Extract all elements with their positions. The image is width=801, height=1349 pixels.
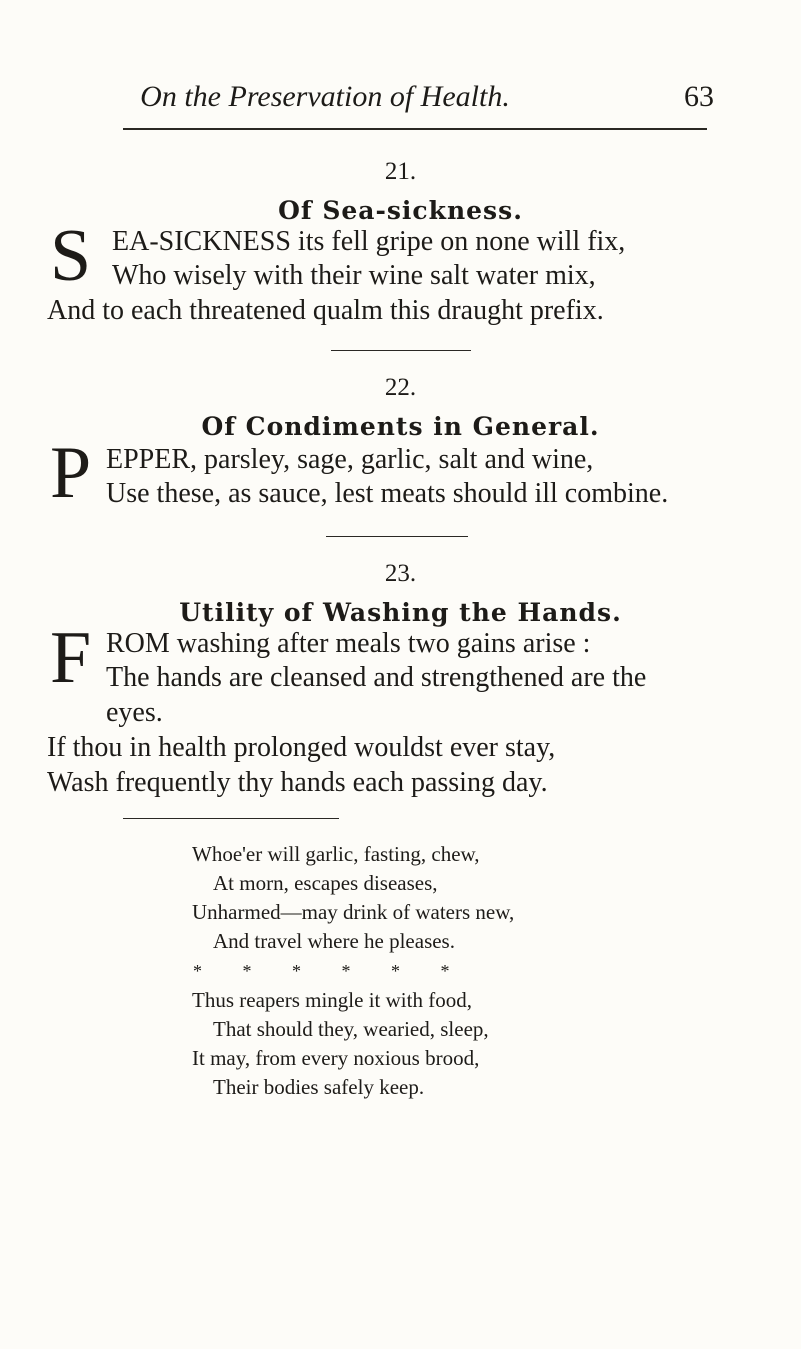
footnote-rule: [123, 818, 339, 819]
running-head: On the Preservation of Health.: [140, 80, 510, 113]
verse-line: And to each threatened qualm this draught prefix.: [47, 295, 604, 326]
verse-line: If thou in health prolonged wouldst ever stay,: [47, 732, 556, 763]
footnote-line: Thus reapers mingle it with food,: [192, 988, 472, 1012]
footnote-line: And travel where he pleases.: [213, 929, 455, 953]
page-number: 63: [684, 80, 714, 113]
section-heading: Of Condiments in General.: [201, 412, 600, 441]
verse-line: Wash frequently thy hands each passing day.: [47, 767, 548, 798]
drop-cap: S: [50, 215, 92, 297]
drop-cap: P: [50, 432, 92, 514]
asterism: * * * * * *: [193, 961, 450, 981]
footnote-line: Unharmed—may drink of waters new,: [192, 900, 515, 924]
verse-line: Who wisely with their wine salt water mix,: [112, 260, 596, 291]
section-heading: Utility of Washing the Hands.: [179, 598, 622, 627]
verse-line: EPPER, parsley, sage, garlic, salt and wine,: [106, 444, 594, 475]
verse-line: EA-SICKNESS its fell gripe on none will fix,: [112, 226, 626, 257]
section-divider: [331, 350, 471, 351]
section-divider: [326, 536, 468, 537]
footnote-line: At morn, escapes diseases,: [213, 871, 438, 895]
section-number: 22.: [384, 374, 417, 401]
verse-line: eyes.: [106, 697, 163, 728]
footnote-line: Their bodies safely keep.: [213, 1075, 425, 1099]
section-number: 21.: [384, 158, 417, 185]
section-number: 23.: [384, 560, 417, 587]
header-rule: [123, 128, 707, 130]
section-heading: Of Sea-sickness.: [278, 196, 523, 225]
verse-line: Use these, as sauce, lest meats should ill combine.: [106, 478, 669, 509]
verse-line: ROM washing after meals two gains arise :: [106, 628, 591, 659]
drop-cap: F: [50, 617, 92, 699]
verse-line: The hands are cleansed and strengthened are the: [106, 662, 647, 693]
footnote-line: That should they, wearied, sleep,: [213, 1017, 489, 1041]
footnote-line: Whoe'er will garlic, fasting, chew,: [192, 842, 480, 866]
footnote-line: It may, from every noxious brood,: [192, 1046, 480, 1070]
